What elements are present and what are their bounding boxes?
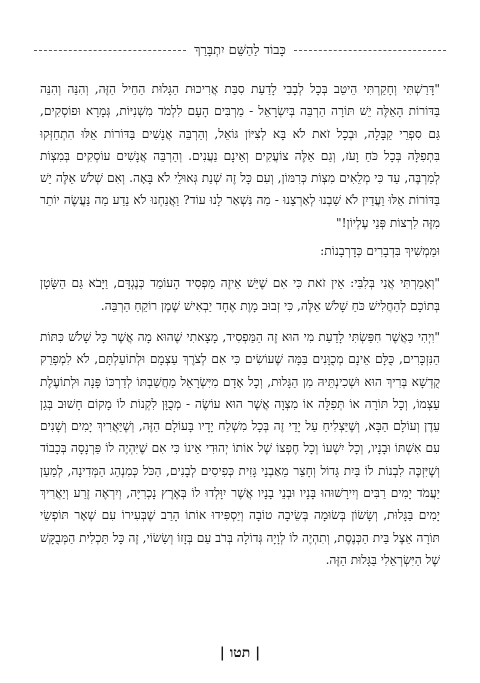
paragraph-4: "וִיְהִי כַּאֲשֶׁר חִפַּשְׂתִּי לָדַעַת מִי הוּא זֶה הַמַּפְסִיד, מָצָאתִי שֶׁהוּא מָה אֲשֶׁר כָּל שָׁלֹשׁ כִּתּוֹת הַנִּזְכָּרִים, כֻּלָּם אֵינָם מְכֻוָּנִים בַּמָּה שֶׁעוֹשִׂים כִּי אִם לְצֹרֶךְ עַצְמָם וּלְתוֹעַלְתָּם, לֹא לִמְפָרֵק קֻדְשָׁא בְּרִיךְ הוּא וּשְׁכִינְתֵּיהּ מִן הַגָּלוּת, וְכָל אָדָם מִיִּשְׂרָאֵל מַחֲשַׁבְתּוֹ לְדַרְכּוֹ פָּנָה וּלְתוֹעֶלֶת עַצְמוֹ, וְכָל תּוֹרָה אוֹ תְּפִלָּה אוֹ מִצְוָה אֲשֶׁר הוּא עוֹשֶׂה - מְכֻוָּן לִקְנוֹת לוֹ מָקוֹם חָשׁוּב בְּגַן עֵדֶן וְעוֹלָם הַבָּא, וְשֶׁיַּצְלִיחַ עַל יָדֵי זֶה בְּכָל מִשְׁלַח יָדָיו בָּעוֹלָם הַזֶּה, וְשֶׁיַּאֲרִיךְ יָמִים וְשָׁנִים עִם אִשְׁתּוֹ וּבָנָיו, וְכָל יִשְׁעוֹ וְכָל חֶפְצוֹ שֶׁל אוֹתוֹ יְהוּדִי אֵינוֹ כִּי אִם שֶׁיִּהְיֶה לוֹ פַּרְנָסָה בְּכָבוֹד וְשֶׁיִּזְכֶּה לִבְנוֹת לוֹ בַּיִת גָּדוֹל וְחָצֵר מֵאַבְנֵי גָּזִית כְּפִיסִים לְבָנִים, הַכֹּל כְּמִנְהַג הַמְּדִינָה, לְמַעַן יַעֲמֹד יָמִים רַבִּים וְיִירָשׁוּהוּ בָּנָיו וּבְנֵי בָנָיו אֲשֶׁר יִוָּלְדוּ לוֹ בְּאֶרֶץ נָכְרִיָּה, וְיִרְאֶה זֶרַע וְיַאֲרִיךְ יָמִים בַּגָּלוּת, וְשָׂשׂוֹן בְּשׂוּמָה בְּשֵׂיבָה טוֹבָה וְיַסְפִּידוּ אוֹתוֹ הָרַב שֶׁבְּעִירוֹ עִם שְׁאָר תּוֹפְשֵׂי תּוֹרָה אֵצֶל בֵּית הַכְּנֶסֶת, וְתִהְיֶה לוֹ לְוָיָה גְּדוֹלָה בְּרֹב עַם בְּזָזוֹ וְשַׂשׂוֹי, זֶה כָּל תַּכְלִית הַמְּבֻקָּשׁ שֶׁל הַיִּשְׂרְאֵלִי בַּגָּלוּת הַזֶּה. xyxy=(40,329,440,567)
header-rule-left xyxy=(34,50,186,51)
running-header xyxy=(34,40,446,60)
paragraph-1: "דָּרַשְׁתִּי וְחָקַרְתִּי הֵיטֵב בְּכָל לְבָבִי לָדַעַת סִבַּת אֲרִיכוּת הַגָּלוּת הַחֵיל הַזֶּה, וְהִנֵּה וְהִנֵּה בַּדּוֹרוֹת הָאֵלֶּה יֵשׁ תּוֹרָה הַרְבֵּה בְּיִשְׂרָאֵל - מַרְבִּים הָעָם לִלְמֹד מִשְׁנִיּוֹת, גְּמָרָא וּפוֹסְקִים, גַּם סִפְרֵי קַבָּלָה, וּבְכָל זֹאת לֹא בָּא לְצִיּוֹן גּוֹאֵל, וְהַרְבֵּה אֲנָשִׁים בַּדּוֹרוֹת אֵלּוּ הִתְחַזְּקוּ בִּתְפִלָּה בְּכָל כֹּחַ וָעֹז, וְגַם אֵלֶּה צוֹעֲקִים וְאֵינָם נַעֲנִים. וְהַרְבֵּה אֲנָשִׁים עוֹסְקִים בְּמִצְוֹת לְמַרְבֶּה, עַד כִּי מְלֵאִים מִצְוֹת כְּרִמּוֹן, וְעִם כָּל זֶה שְׁנַת גְּאוּלֵי לֹא בָּאָה. וְאִם שְׁלֹשׁ אֵלֶּה יֵשׁ בַּדּוֹרוֹת אֵלּוּ וַעֲדַיִן לֹא שַׁבְנוּ לְאַרְצֵנוּ - מַה נִּשְׁאַר לָנוּ עוֹד? וַאֲנַחְנוּ לֹא נֵדַע מַה נַּעֲשֶׂה יוֹתֵר מִזֶּה לִרְצוֹת פְּנֵי עֶלְיוֹן!" xyxy=(40,82,440,230)
page-number: | תטו | xyxy=(219,645,261,661)
paragraph-2: וּמַמְשִׁיךְ בִּדְבָרִים כְּדָרְבָנוֹת: xyxy=(320,244,440,259)
page-body xyxy=(40,78,440,580)
header-rule-right xyxy=(294,50,446,51)
header-title: כָּבוֹד לַהַשֵּׁם יִתְבָּרַךְ xyxy=(194,43,286,58)
paragraph-3: "וְאָמַרְתִּי אֲנִי בְּלִבִּי: אֵין זֹאת כִּי אִם שֶׁיֵּשׁ אֵיזֶה מַפְסִיד הָעוֹמֵד כְּנֶגְדָּם, וַיָּבֹא גַּם הַשָּׂטָן בְּתוֹכָם לְהַחֲלִישׁ כֹּחַ שָׁלֹשׁ אֵלֶּה, כִּי זְבוּב מָוֶת אֶחָד יַבְאִישׁ שֶׁמֶן רוֹקֵחַ הַרְבֵּה. xyxy=(40,276,440,313)
